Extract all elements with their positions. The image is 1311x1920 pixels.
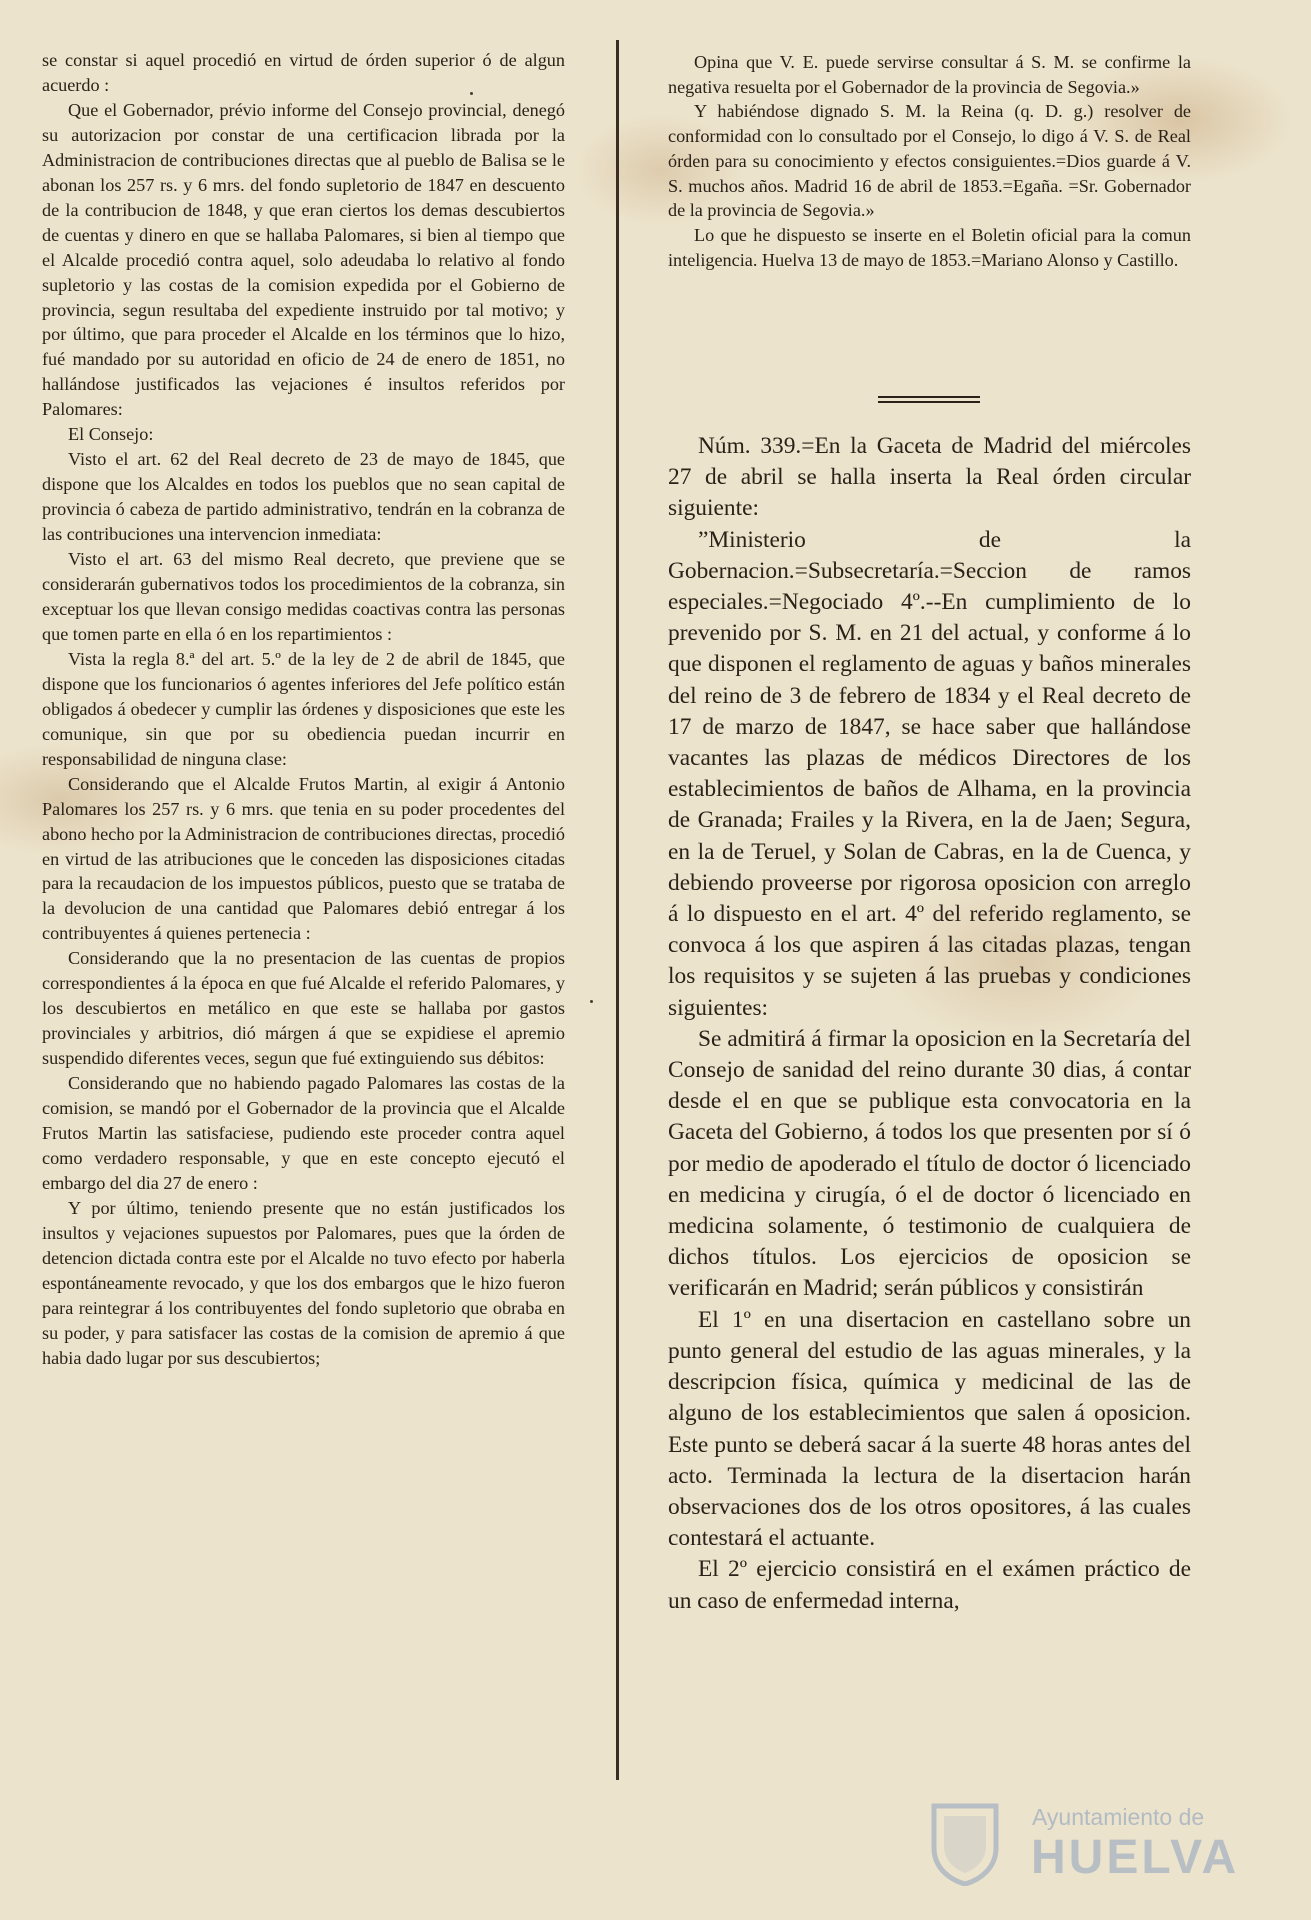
right-column-top <box>668 50 1191 272</box>
left-paragraph: Y por último, teniendo presente que no están justificados los insultos y vejaciones supuestos por Palomares, pues que la órden de detencion dictada contra este por el Alcalde no tuvo efecto por haberla espontáneamente revocado, y que los dos embargos que le hizo fueron para reintegrar á los contribuyentes del fondo supletorio que obraba en su poder, y para satisfacer las costas de la comision de apremio á que habia dado lugar por sus descubiertos; <box>42 1197 565 1368</box>
coat-of-arms-icon <box>928 1802 1002 1886</box>
left-paragraph: Vista la regla 8.ª del art. 5.º de la ley de 2 de abril de 1845, que dispone que los funcionarios ó agentes inferiores del Jefe político están obligados á obedecer y cumplir las órdenes y disposiciones que este les comunique, sin que por su obediencia puedan incurrir en responsabilidad de ninguna clase: <box>42 648 565 769</box>
watermark <box>928 1800 1238 1890</box>
watermark-line1: Ayuntamiento de <box>1032 1804 1205 1830</box>
left-paragraph: Considerando que el Alcalde Frutos Martin, al exigir á Antonio Palomares los 257 rs. y 6 mrs. que tenia en su poder procedentes del abono hecho por la Administracion de contribuciones directas, procedió en virtud de las atribuciones que le conceden las disposiciones citadas para la recaudacion de los impuestos públicos, puesto que se trataba de la devolucion de una cantidad que Palomares debió entregar á los contribuyentes á quienes pertenecia : <box>42 773 565 944</box>
right-paragraph: El 2º ejercicio consistirá en el exámen práctico de un caso de enfermedad interna, <box>668 1556 1191 1614</box>
right-paragraph: El 1º en una disertacion en castellano sobre un punto general del estudio de las aguas minerales, y la descripcion física, química y medicinal de las de alguno de los establecimientos que salen á oposicion. Este punto se deberá sacar á la suerte 48 horas antes del acto. Terminada la lectura de la disertacion harán observaciones dos de los otros opositores, á las cuales contestará el actuante. <box>668 1306 1191 1552</box>
left-paragraph: Considerando que la no presentacion de las cuentas de propios correspondientes á la época en que fué Alcalde el referido Palomares, y los descubiertos en metálico en que este se hallaba por gastos provinciales y arbitrios, dió márgen á que se expidiese el apremio suspendido diferentes veces, segun que fué extinguiendo sus débitos: <box>42 948 565 1069</box>
ink-speck <box>470 92 473 95</box>
right-paragraph: ”Ministerio de la Gobernacion.=Subsecretaría.=Seccion de ramos especiales.=Negociado 4º.--En cumplimiento de lo prevenido por S. M. en 21 del actual, y conforme á lo que disponen el reglamento de aguas y baños minerales del reino de 3 de febrero de 1834 y el Real decreto de 17 de marzo de 1847, se hace saber que hallándose vacantes las plazas de médicos Directores de los establecimientos de baños de Alhama, en la provincia de Granada; Frailes y la Rivera, en la de Jaen; Segura, en la de Teruel, y Solan de Cabras, en la de Cuenca, y debiendo proveerse por rigorosa oposicion con arreglo á lo dispuesto en el art. 4º del referido reglamento, se convoca á los que aspiren á las citadas plazas, tengan los requisitos y se sujeten á las pruebas y condiciones siguientes: <box>668 526 1191 1021</box>
right-paragraph: Opina que V. E. puede servirse consultar á S. M. se confirme la negativa resuelta por el Gobernador de la provincia de Segovia.» <box>668 52 1191 97</box>
notice-heading: Núm. 339.=En la Gaceta de Madrid del miércoles 27 de abril se halla inserta la Real órden circular siguiente: <box>668 433 1191 522</box>
section-separator <box>878 396 980 406</box>
consejo-heading: El Consejo: <box>68 424 154 445</box>
left-paragraph: se constar si aquel procedió en virtud de órden superior ó de algun acuerdo : <box>42 50 565 95</box>
watermark-line2: HUELVA <box>1031 1831 1240 1884</box>
right-column-main <box>668 431 1191 1617</box>
column-divider <box>616 40 619 1780</box>
right-paragraph: Lo que he dispuesto se inserte en el Boletin oficial para la comun inteligencia. Huelva 13 de mayo de 1853.=Mariano Alonso y Castillo. <box>668 224 1191 270</box>
left-paragraph: Visto el art. 63 del mismo Real decreto, que previene que se considerarán gubernativos todos los procedimientos de la cobranza, sin exceptuar los que llevan consigo medidas coactivas contra las personas que tomen parte en ella ó en los repartimientos : <box>42 549 565 644</box>
right-paragraph: Se admitirá á firmar la oposicion en la Secretaría del Consejo de sanidad del reino durante 30 dias, á contar desde el en que se publique esta convocatoria en la Gaceta del Gobierno, á todos los que presenten por sí ó por medio de apoderado el título de doctor ó licenciado en medicina y cirugía, ó el de doctor ó licenciado en medicina solamente, ó testimonio de cualquiera de dichos títulos. Los ejercicios de oposicion se verificarán en Madrid; serán públicos y consistirán <box>668 1025 1191 1302</box>
ink-speck <box>590 1000 593 1003</box>
left-paragraph: Visto el art. 62 del Real decreto de 23 de mayo de 1845, que dispone que los Alcaldes en todos los pueblos que no sean capital de provincia ó cabeza de partido administrativo, tendrán en la cobranza de las contribuciones una intervencion inmediata: <box>42 449 565 545</box>
left-paragraph: Que el Gobernador, prévio informe del Consejo provincial, denegó su autorizacion por constar de una certificacion librada por la Administracion de contribuciones directas que al pueblo de Balisa se le abonan los 257 rs. y 6 mrs. del fondo supletorio de 1847 en descuento de la contribucion de 1848, y que eran ciertos los demas descubiertos de cuentas y dinero en que se hallaba Palomares, si bien al tiempo que el Alcalde procedió contra aquel, solo adeudaba lo relativo al fondo supletorio y las costas de la comision expedida por el Gobierno de provincia, segun resultaba del expediente instruido por tal motivo; y por último, que para proceder el Alcalde en los términos que lo hizo, fué mandado por su autoridad en oficio de 24 de enero de 1851, no hallándose justificados las vejaciones é insultos referidos por Palomares: <box>42 99 565 420</box>
left-paragraph: Considerando que no habiendo pagado Palomares las costas de la comision, se mandó por el Gobernador de la provincia que el Alcalde Frutos Martin las satisfaciese, pudiendo este proceder contra aquel como verdadero responsable, y que en este concepto ejecutó el embargo del dia 27 de enero : <box>42 1073 565 1193</box>
left-column <box>42 48 565 1371</box>
right-paragraph: Y habiéndose dignado S. M. la Reina (q. D. g.) resolver de conformidad con lo consultado por el Consejo, lo digo á V. S. de Real órden para su conocimiento y efectos consiguientes.=Dios guarde á V. S. muchos años. Madrid 16 de abril de 1853.=Egaña. =Sr. Gobernador de la provincia de Segovia.» <box>668 101 1191 221</box>
